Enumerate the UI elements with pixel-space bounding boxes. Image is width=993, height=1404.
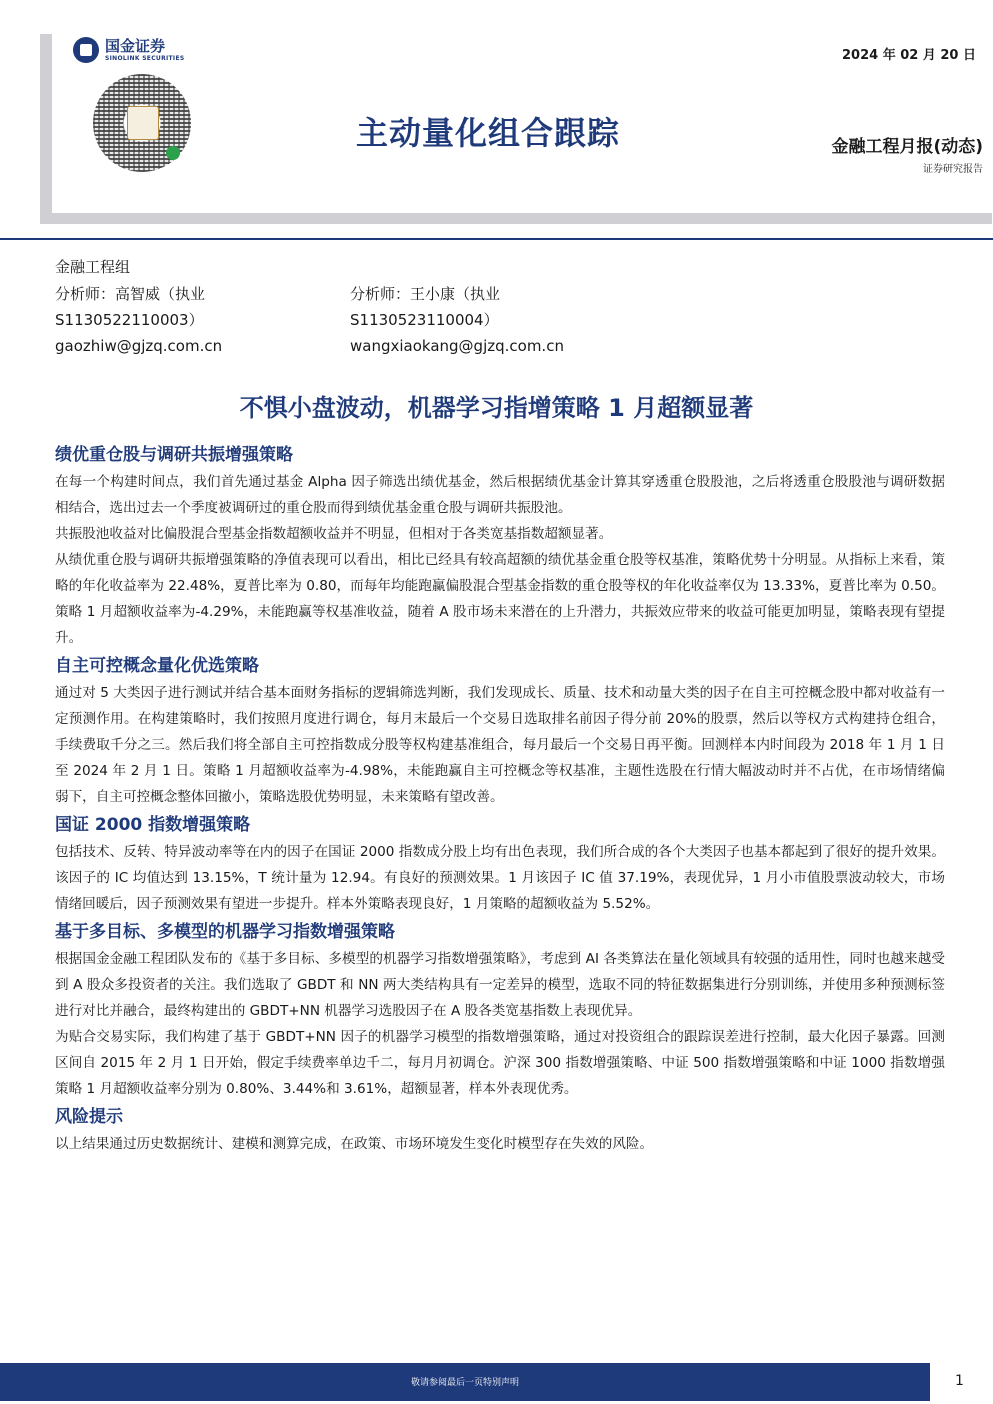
page-number: 1 xyxy=(955,1373,964,1389)
logo-cn-text: 国金证券 xyxy=(105,37,166,55)
section-heading: 国证 2000 指数增强策略 xyxy=(55,815,251,835)
report-category: 证券研究报告 xyxy=(923,164,983,175)
analyst-license: S1130523110004） xyxy=(350,311,499,329)
analyst-1 xyxy=(55,281,222,359)
section-heading: 风险提示 xyxy=(55,1107,123,1127)
report-headline: 不惧小盘波动，机器学习指增策略 1 月超额显著 xyxy=(239,394,754,422)
logo-en-text: SINOLINK SECURITIES xyxy=(105,55,185,62)
paragraph: 从绩优重仓股与调研共振增强策略的净值表现可以看出，相比已经具有较高超额的绩优基金重仓股等权基准，策略优势十分明显。从指标上来看，策略的年化收益率为 22.48%，夏普比率为 0.80，而每年均能跑赢偏股混合型基金指数的重仓股等权的年化收益率仅为 13.33%，夏普比率为 0.50。策略 1 月超额收益率为-4.29%，未能跑赢等权基准收益，随着 A 股市场未来潜在的上升潜力，共振效应带来的收益可能更加明显，策略表现有望提升。 xyxy=(55,552,945,646)
report-type: 金融工程月报(动态) xyxy=(831,137,983,157)
report-date: 2024 年 02 月 20 日 xyxy=(842,48,976,63)
logo-icon xyxy=(73,37,99,63)
analyst-2 xyxy=(350,281,564,359)
section-heading: 基于多目标、多模型的机器学习指数增强策略 xyxy=(55,922,395,942)
qr-center-logo xyxy=(127,106,159,140)
paragraph: 根据国金金融工程团队发布的《基于多目标、多模型的机器学习指数增强策略》，考虑到 AI 各类算法在量化领域具有较强的适用性，同时也越来越受到 A 股众多投资者的关注。我们选取了 GBDT 和 NN 两大类结构具有一定差异的模型，选取不同的特征数据集进行分别训练，并使用多种预测标签进行对比并融合，最终构建出的 GBDT+NN 机器学习选股因子在 A 股各类宽基指数上表现优异。 xyxy=(55,951,945,1019)
analyst-email[interactable]: gaozhiw@gjzq.com.cn xyxy=(55,337,223,355)
section-heading: 绩优重仓股与调研共振增强策略 xyxy=(55,445,293,465)
paragraph: 包括技术、反转、特异波动率等在内的因子在国证 2000 指数成分股上均有出色表现，我们所合成的各个大类因子也基本都起到了很好的提升效果。该因子的 IC 均值达到 13.15%，T 统计量为 12.94。有良好的预测效果。1 月该因子 IC 值 37.19%，表现优异，1 月小市值股票波动较大，市场情绪回暖后，因子预测效果有望进一步提升。样本外策略表现良好，1 月策略的超额收益为 5.52%。 xyxy=(55,844,945,912)
analyst-license: S1130522110003） xyxy=(55,311,204,329)
page-title: 主动量化组合跟踪 xyxy=(356,114,621,152)
report-body xyxy=(55,440,945,1157)
paragraph: 在每一个构建时间点，我们首先通过基金 Alpha 因子筛选出绩优基金，然后根据绩优基金计算其穿透重仓股股池，之后将透重仓股股池与调研数据相结合，选出过去一个季度被调研过的重仓股而得到绩优基金重仓股与调研共振股池。 xyxy=(55,474,945,516)
paragraph: 为贴合交易实际，我们构建了基于 GBDT+NN 因子的机器学习模型的指数增强策略，通过对投资组合的跟踪误差进行控制，最大化因子暴露。回测区间自 2015 年 2 月 1 日开始，假定手续费率单边千二，每月月初调仓。沪深 300 指数增强策略、中证 500 指数增强策略和中证 1000 指数增强策略 1 月超额收益率分别为 0.80%、3.44%和 3.61%，超额显著，样本外表现优秀。 xyxy=(55,1029,945,1097)
analyst-name: 分析师：王小康（执业 xyxy=(350,285,501,303)
company-logo xyxy=(73,37,184,63)
footer-disclaimer: 敬请参阅最后一页特别声明 xyxy=(410,1378,519,1388)
team-name: 金融工程组 xyxy=(55,258,131,276)
paragraph: 通过对 5 大类因子进行测试并结合基本面财务指标的逻辑筛选判断，我们发现成长、质量、技术和动量大类的因子在自主可控概念股中都对收益有一定预测作用。在构建策略时，我们按照月度进行调仓，每月末最后一个交易日选取排名前因子得分前 20%的股票，然后以等权方式构建持仓组合，手续费取千分之三。然后我们将全部自主可控指数成分股等权构建基准组合，每月最后一个交易日再平衡。回测样本内时间段为 2018 年 1 月 1 日至 2024 年 2 月 1 日。策略 1 月超额收益率为-4.98%，未能跑赢自主可控概念等权基准，主题性选股在行情大幅波动时并不占优，在市场情绪偏弱下，自主可控概念整体回撤小，策略选股优势明显，未来策略有望改善。 xyxy=(55,685,945,805)
analyst-name: 分析师：高智威（执业 xyxy=(55,285,206,303)
analyst-email[interactable]: wangxiaokang@gjzq.com.cn xyxy=(350,337,564,355)
miniprogram-badge-icon xyxy=(166,146,180,160)
paragraph: 以上结果通过历史数据统计、建模和测算完成，在政策、市场环境发生变化时模型存在失效的风险。 xyxy=(55,1136,654,1152)
header-divider xyxy=(0,238,993,240)
paragraph: 共振股池收益对比偏股混合型基金指数超额收益并不明显，但相对于各类宽基指数超额显著。 xyxy=(55,526,613,542)
section-heading: 自主可控概念量化优选策略 xyxy=(55,656,259,676)
